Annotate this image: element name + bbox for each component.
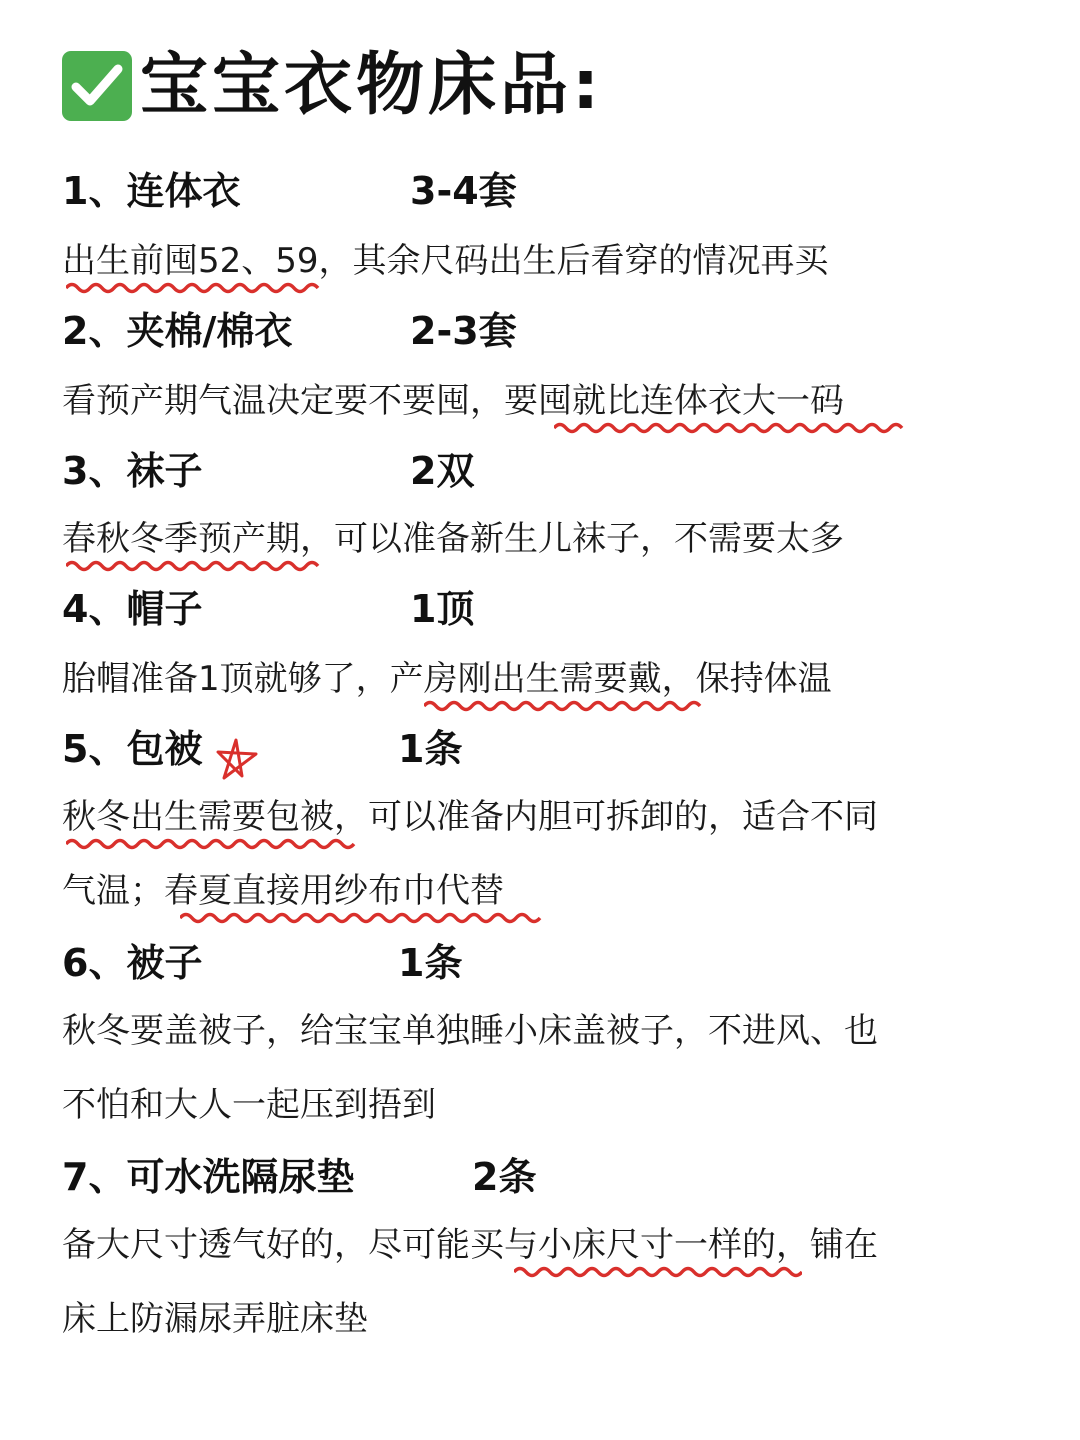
item-quantity: 1条 <box>398 727 463 771</box>
star-doodle-icon <box>212 736 260 782</box>
item-description: 秋冬要盖被子，给宝宝单独睡小床盖被子，不进风、也 <box>62 1011 878 1051</box>
item-name: 7、可水洗隔尿垫 <box>62 1155 355 1199</box>
item-description: 备大尺寸透气好的，尽可能买与小床尺寸一样的，铺在 <box>62 1225 878 1265</box>
wavy-underline <box>66 280 322 296</box>
item-quantity: 3-4套 <box>410 169 517 213</box>
item-quantity: 2-3套 <box>410 309 517 353</box>
item-name: 6、被子 <box>62 941 203 985</box>
wavy-underline <box>66 558 328 574</box>
item-description: 床上防漏尿弄脏床垫 <box>62 1299 368 1339</box>
item-quantity: 2条 <box>472 1155 537 1199</box>
item-description: 春秋冬季预产期，可以准备新生儿袜子，不需要太多 <box>62 519 844 559</box>
item-name: 3、袜子 <box>62 449 203 493</box>
item-quantity: 2双 <box>410 449 475 493</box>
wavy-underline <box>514 1264 802 1280</box>
title-row <box>62 46 603 126</box>
item-name: 1、连体衣 <box>62 169 241 213</box>
item-name: 4、帽子 <box>62 587 203 631</box>
wavy-underline <box>66 836 356 852</box>
item-description: 看预产期气温决定要不要囤，要囤就比连体衣大一码 <box>62 381 844 421</box>
item-description: 秋冬出生需要包被，可以准备内胆可拆卸的，适合不同 <box>62 797 878 837</box>
item-quantity: 1顶 <box>410 587 475 631</box>
wavy-underline <box>180 910 542 926</box>
item-name: 5、包被 <box>62 727 203 771</box>
wavy-underline <box>424 698 708 714</box>
item-description: 胎帽准备1顶就够了，产房刚出生需要戴，保持体温 <box>62 659 832 699</box>
check-mark-icon <box>62 51 132 121</box>
item-description: 不怕和大人一起压到捂到 <box>62 1085 436 1125</box>
item-description: 出生前囤52、59，其余尺码出生后看穿的情况再买 <box>62 241 829 281</box>
item-name: 2、夹棉/棉衣 <box>62 309 293 353</box>
item-description: 气温；春夏直接用纱布巾代替 <box>62 871 504 911</box>
item-quantity: 1条 <box>398 941 463 985</box>
wavy-underline <box>554 420 914 436</box>
page-title: 宝宝衣物床品: <box>140 46 604 125</box>
